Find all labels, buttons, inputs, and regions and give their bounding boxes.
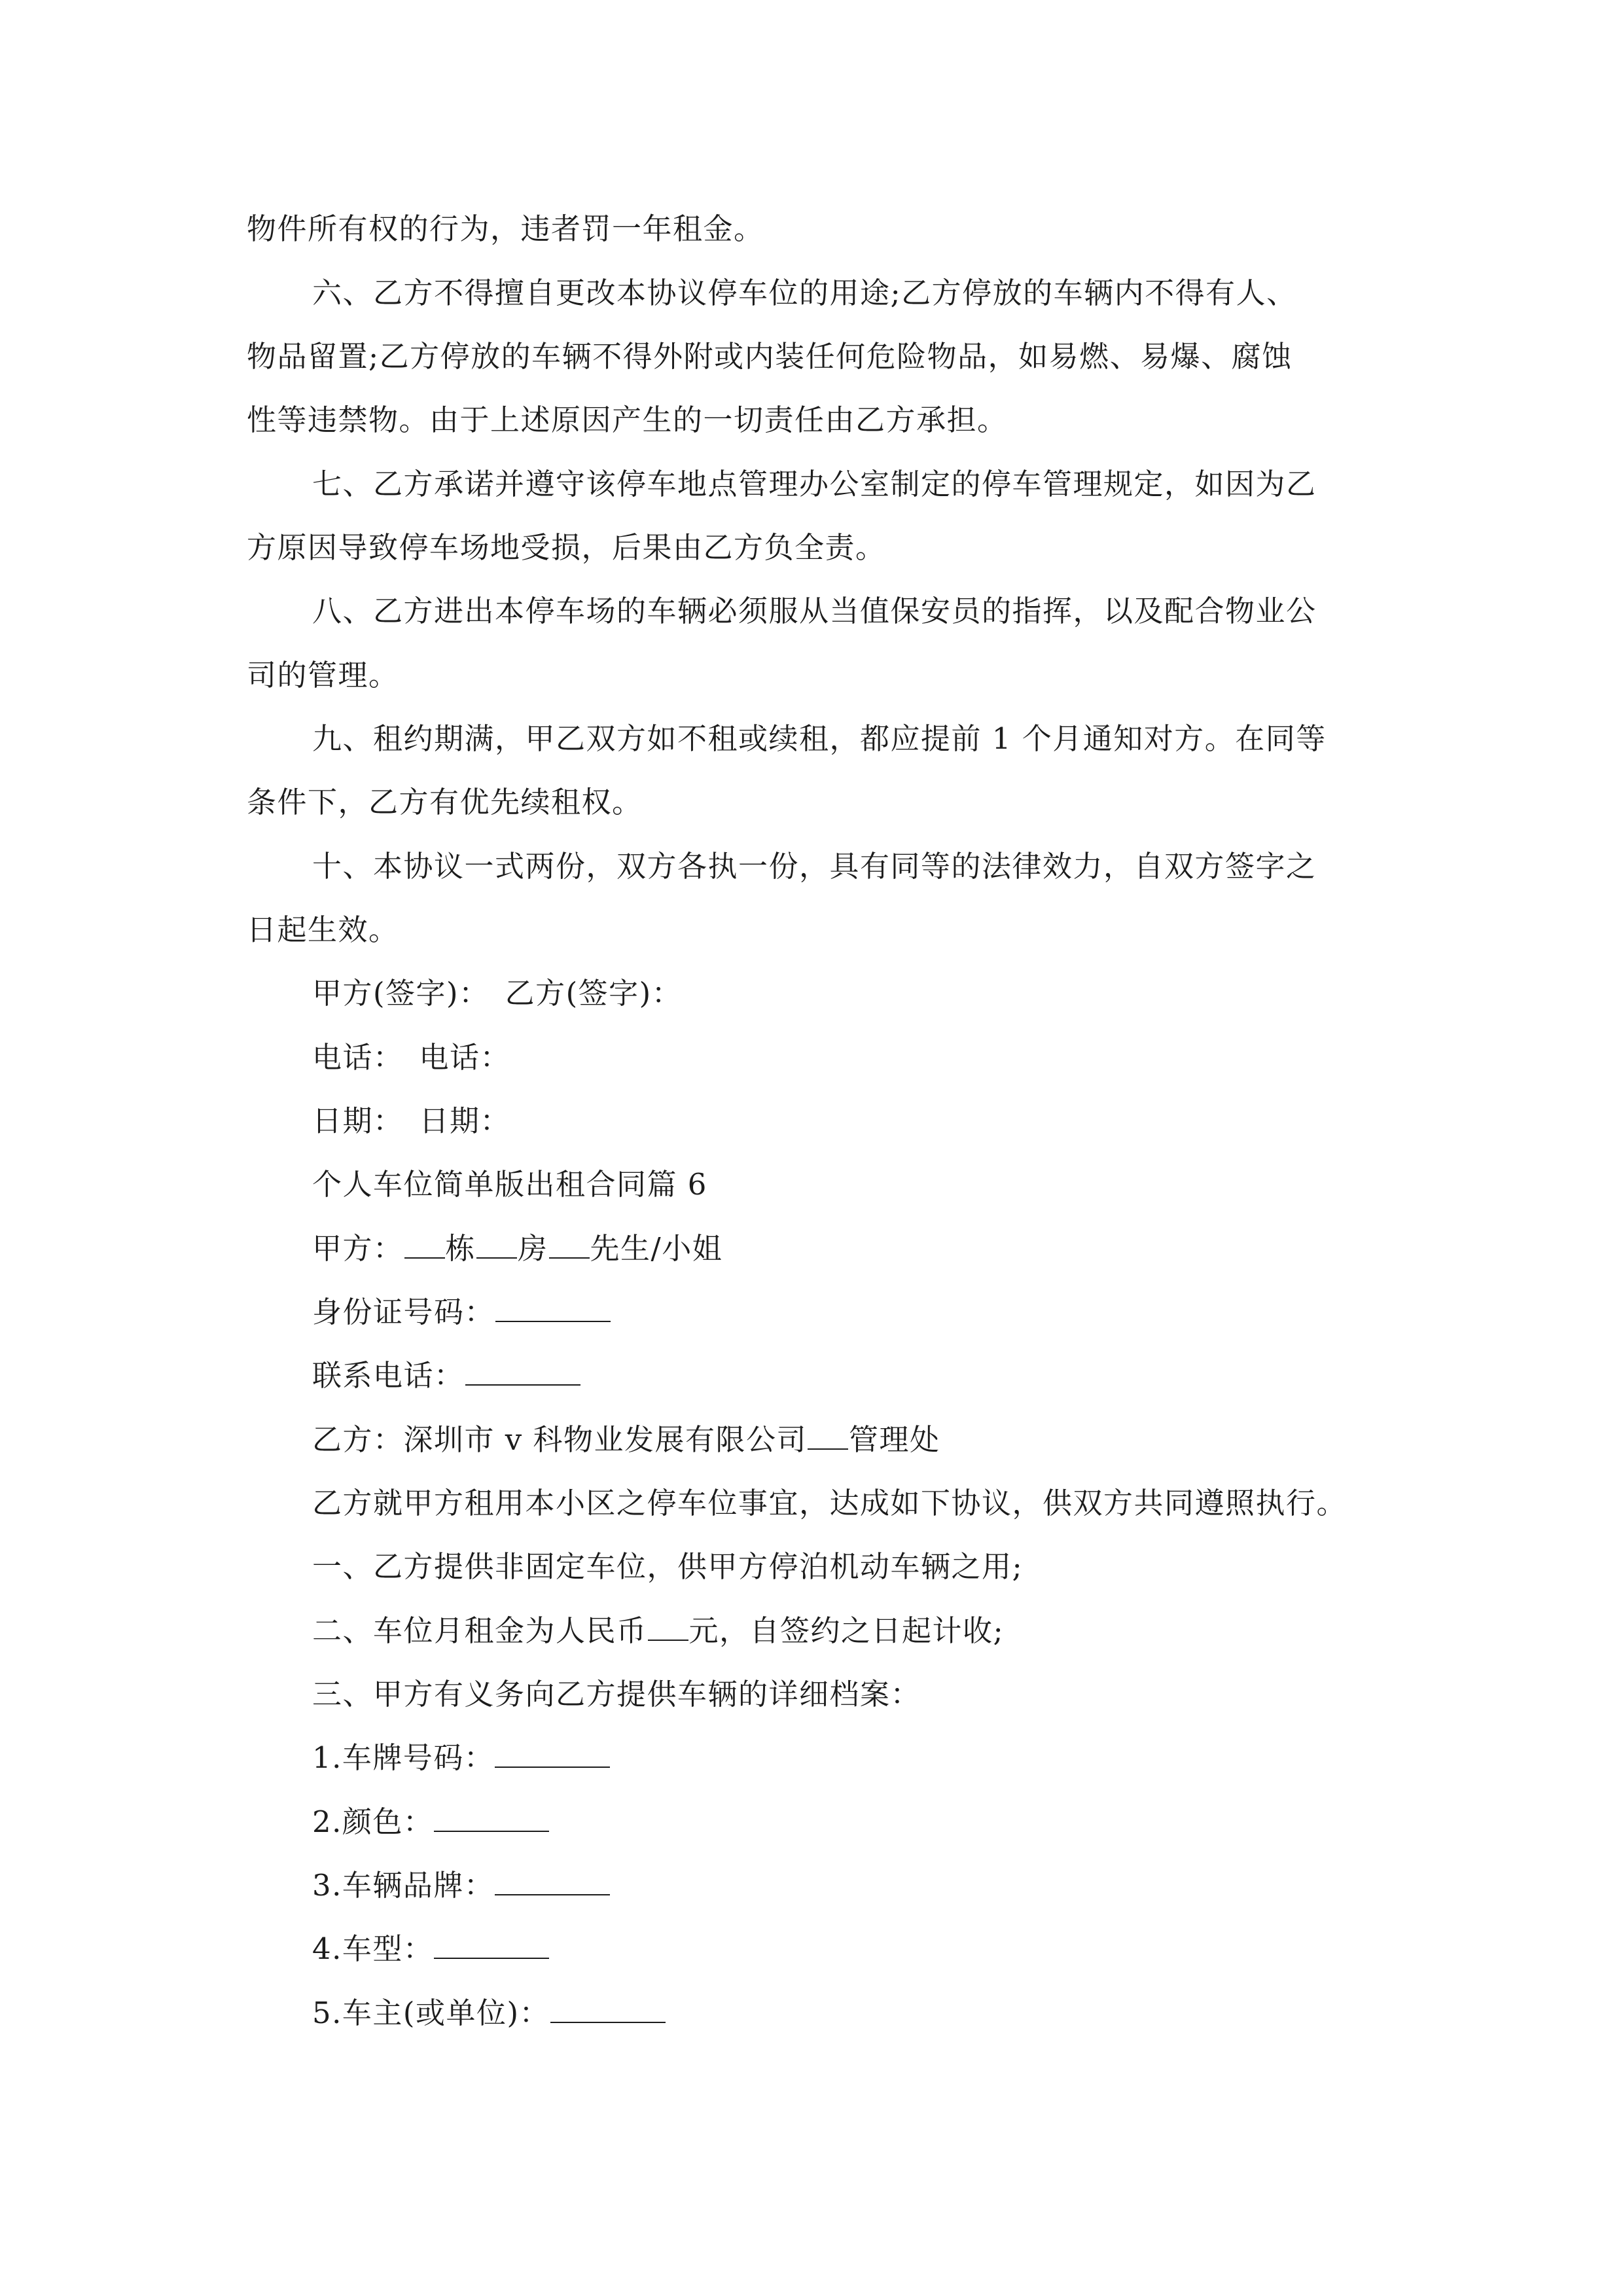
intro-line: 乙方就甲方租用本小区之停车位事宜，达成如下协议，供双方共同遵照执行。 [312, 1486, 1347, 1520]
paragraph-line: 性等违禁物。由于上述原因产生的一切责任由乙方承担。 [247, 403, 1008, 437]
paragraph-line: 八、乙方进出本停车场的车辆必须服从当值保安员的指挥，以及配合物业公 [312, 594, 1317, 628]
party-b-prefix: 乙方：深圳市 v 科物业发展有限公司 [312, 1422, 808, 1457]
blank-underline [549, 1252, 590, 1259]
paragraph-line: 日起生效。 [247, 912, 399, 947]
blank-underline [465, 1379, 580, 1386]
vehicle-field [312, 1994, 666, 2033]
paragraph-line: 六、乙方不得擅自更改本协议停车位的用途;乙方停放的车辆内不得有人、 [312, 276, 1297, 310]
vehicle-field-label: 5.车主(或单位)： [312, 1996, 550, 2030]
vehicle-field-label: 1.车牌号码： [312, 1740, 495, 1775]
clause-2-prefix: 二、车位月租金为人民币 [312, 1613, 647, 1648]
vehicle-field [312, 1738, 611, 1778]
party-a-building: 栋 [445, 1231, 476, 1266]
vehicle-field [312, 1929, 550, 1969]
phone-line: 电话： 电话： [312, 1040, 511, 1075]
section-title: 个人车位简单版出租合同篇 6 [312, 1167, 707, 1202]
vehicle-field-label: 2.颜色： [312, 1804, 434, 1839]
contact-phone-line [312, 1356, 581, 1395]
party-a-line [312, 1229, 722, 1268]
vehicle-field [312, 1866, 611, 1905]
party-b-line [312, 1420, 940, 1460]
vehicle-field-label: 3.车辆品牌： [312, 1868, 495, 1903]
vehicle-field [312, 1803, 550, 1842]
clause-2 [312, 1611, 1004, 1651]
blank-underline [495, 1316, 611, 1322]
blank-underline [808, 1443, 848, 1450]
party-a-room: 房 [518, 1231, 548, 1266]
blank-underline [550, 2017, 666, 2023]
contact-phone-label: 联系电话： [312, 1358, 465, 1393]
party-a-prefix: 甲方： [312, 1231, 404, 1266]
clause-3: 三、甲方有义务向乙方提供车辆的详细档案： [312, 1677, 921, 1712]
paragraph-line: 十、本协议一式两份，双方各执一份，具有同等的法律效力，自双方签字之 [312, 849, 1317, 884]
id-number-label: 身份证号码： [312, 1295, 495, 1329]
paragraph-line: 物品留置;乙方停放的车辆不得外附或内装任何危险物品，如易燃、易爆、腐蚀 [247, 339, 1293, 374]
blank-underline [495, 1889, 610, 1895]
blank-underline [434, 1825, 549, 1832]
blank-underline [404, 1252, 445, 1259]
paragraph-line: 司的管理。 [247, 658, 399, 692]
blank-underline [495, 1761, 610, 1768]
clause-2-suffix: 元，自签约之日起计收; [688, 1613, 1005, 1648]
paragraph-line: 条件下，乙方有优先续租权。 [247, 785, 643, 819]
blank-underline [434, 1952, 549, 1959]
party-a-title: 先生/小姐 [590, 1231, 723, 1266]
signature-line: 甲方(签字)： 乙方(签字)： [312, 976, 683, 1011]
paragraph-line: 七、乙方承诺并遵守该停车地点管理办公室制定的停车管理规定，如因为乙 [312, 467, 1317, 501]
id-number-line [312, 1293, 611, 1332]
vehicle-field-label: 4.车型： [312, 1931, 434, 1966]
date-line: 日期： 日期： [312, 1103, 511, 1138]
paragraph-line: 方原因导致停车场地受损，后果由乙方负全责。 [247, 530, 886, 565]
paragraph-line: 物件所有权的行为，违者罚一年租金。 [247, 211, 764, 246]
party-b-suffix: 管理处 [849, 1422, 940, 1457]
blank-underline [476, 1252, 517, 1259]
blank-underline [648, 1634, 688, 1641]
clause-1: 一、乙方提供非固定车位，供甲方停泊机动车辆之用; [312, 1549, 1024, 1584]
paragraph-line: 九、租约期满，甲乙双方如不租或续租，都应提前 1 个月通知对方。在同等 [312, 721, 1327, 756]
